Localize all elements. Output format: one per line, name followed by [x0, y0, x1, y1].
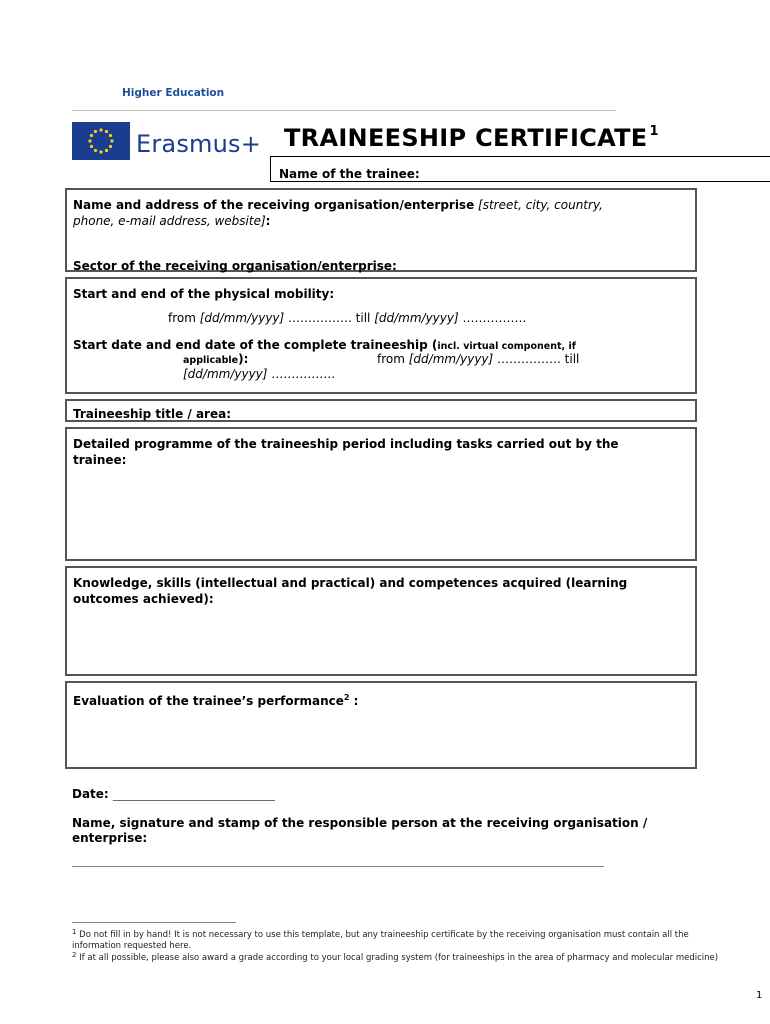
- footnote-1-mark: 1: [72, 928, 77, 936]
- programme-line-1: Detailed programme of the traineeship period including tasks carried out by the: [73, 437, 619, 451]
- knowledge-line-1: Knowledge, skills (intellectual and practical) and competences acquired (learning: [73, 576, 628, 590]
- header-label: Higher Education: [122, 87, 225, 99]
- title-footnote-ref: 1: [649, 124, 659, 139]
- header-divider: [72, 110, 616, 111]
- evaluation-footnote-ref: 2: [343, 693, 350, 702]
- date-placeholder-4: [dd/mm/yyyy]: [183, 367, 268, 381]
- erasmus-wordmark: Erasmus+: [136, 130, 262, 158]
- erasmus-logo: [72, 122, 262, 162]
- dots-2: …………….: [458, 311, 527, 325]
- evaluation-label: Evaluation of the trainee’s performance: [73, 694, 344, 708]
- organisation-section[interactable]: [65, 188, 697, 272]
- dots-1: ……………. till: [284, 311, 375, 325]
- footnote-2: [72, 950, 736, 964]
- page-title: [284, 124, 659, 152]
- org-line-1: [73, 197, 603, 213]
- org-colon: :: [265, 214, 271, 228]
- from-text: from: [168, 311, 200, 325]
- from-text-2: from: [377, 352, 409, 366]
- sector-label: Sector of the receiving organisation/enterprise:: [73, 259, 397, 273]
- applicable-text: applicable: [183, 355, 239, 366]
- signature-line-2: enterprise:: [72, 831, 148, 845]
- title-text: TRAINEESHIP CERTIFICATE: [284, 124, 648, 152]
- date-placeholder-2: [dd/mm/yyyy]: [374, 311, 459, 325]
- trainee-name-label: Name of the trainee:: [279, 167, 420, 181]
- mobility-label: Start and end of the physical mobility:: [73, 287, 335, 301]
- evaluation-section[interactable]: [65, 681, 697, 769]
- complete-dates-till: [183, 366, 335, 382]
- applicable-close: ):: [238, 352, 249, 366]
- complete-small-note: incl. virtual component, if: [437, 341, 576, 352]
- org-line-2: [73, 213, 270, 229]
- date-field[interactable]: ___________________________: [112, 787, 275, 801]
- date-placeholder-3: [dd/mm/yyyy]: [408, 352, 494, 366]
- eu-flag-icon: [72, 122, 130, 160]
- dots-3: ……………. till: [493, 352, 580, 366]
- programme-section[interactable]: [65, 427, 697, 561]
- evaluation-suffix: :: [349, 694, 359, 708]
- org-label: Name and address of the receiving organisation/enterprise: [73, 198, 475, 212]
- mobility-dates: [168, 310, 526, 326]
- org-hint-2: phone, e-mail address, website]: [73, 214, 266, 228]
- complete-label: Start date and end date of the complete traineeship (: [73, 338, 438, 352]
- footnote-divider: [72, 922, 236, 923]
- evaluation-label-line: [73, 690, 358, 709]
- mobility-section[interactable]: [65, 277, 697, 394]
- footnote-1-text: Do not fill in by hand! It is not necessary to use this template, but any traineeship certificate by the receiving organisation must contain all the information requested here.: [72, 930, 689, 951]
- date-label: Date:: [72, 787, 113, 801]
- date-placeholder-1: [dd/mm/yyyy]: [199, 311, 285, 325]
- knowledge-section[interactable]: [65, 566, 697, 676]
- knowledge-line-2: outcomes achieved):: [73, 592, 214, 606]
- traineeship-title-label: Traineeship title / area:: [73, 407, 232, 421]
- org-hint-1: [street, city, country,: [478, 198, 603, 212]
- programme-line-2: trainee:: [73, 453, 127, 467]
- page-number: 1: [756, 990, 763, 1001]
- signature-field[interactable]: [72, 866, 604, 867]
- traineeship-title-section[interactable]: [65, 399, 697, 422]
- complete-dates-from: [377, 351, 579, 367]
- footnote-2-text: If at all possible, please also award a grade according to your local grading system (for traineeships in the area of pharmacy and molecular medicine): [76, 953, 719, 963]
- trainee-name-field[interactable]: [270, 156, 770, 182]
- dots-4: …………….: [267, 367, 336, 381]
- footnote-1: [72, 927, 736, 952]
- footnote-2-mark: 2: [72, 951, 77, 959]
- signature-line-1: Name, signature and stamp of the responsible person at the receiving organisation /: [72, 816, 648, 830]
- date-line: [72, 786, 275, 802]
